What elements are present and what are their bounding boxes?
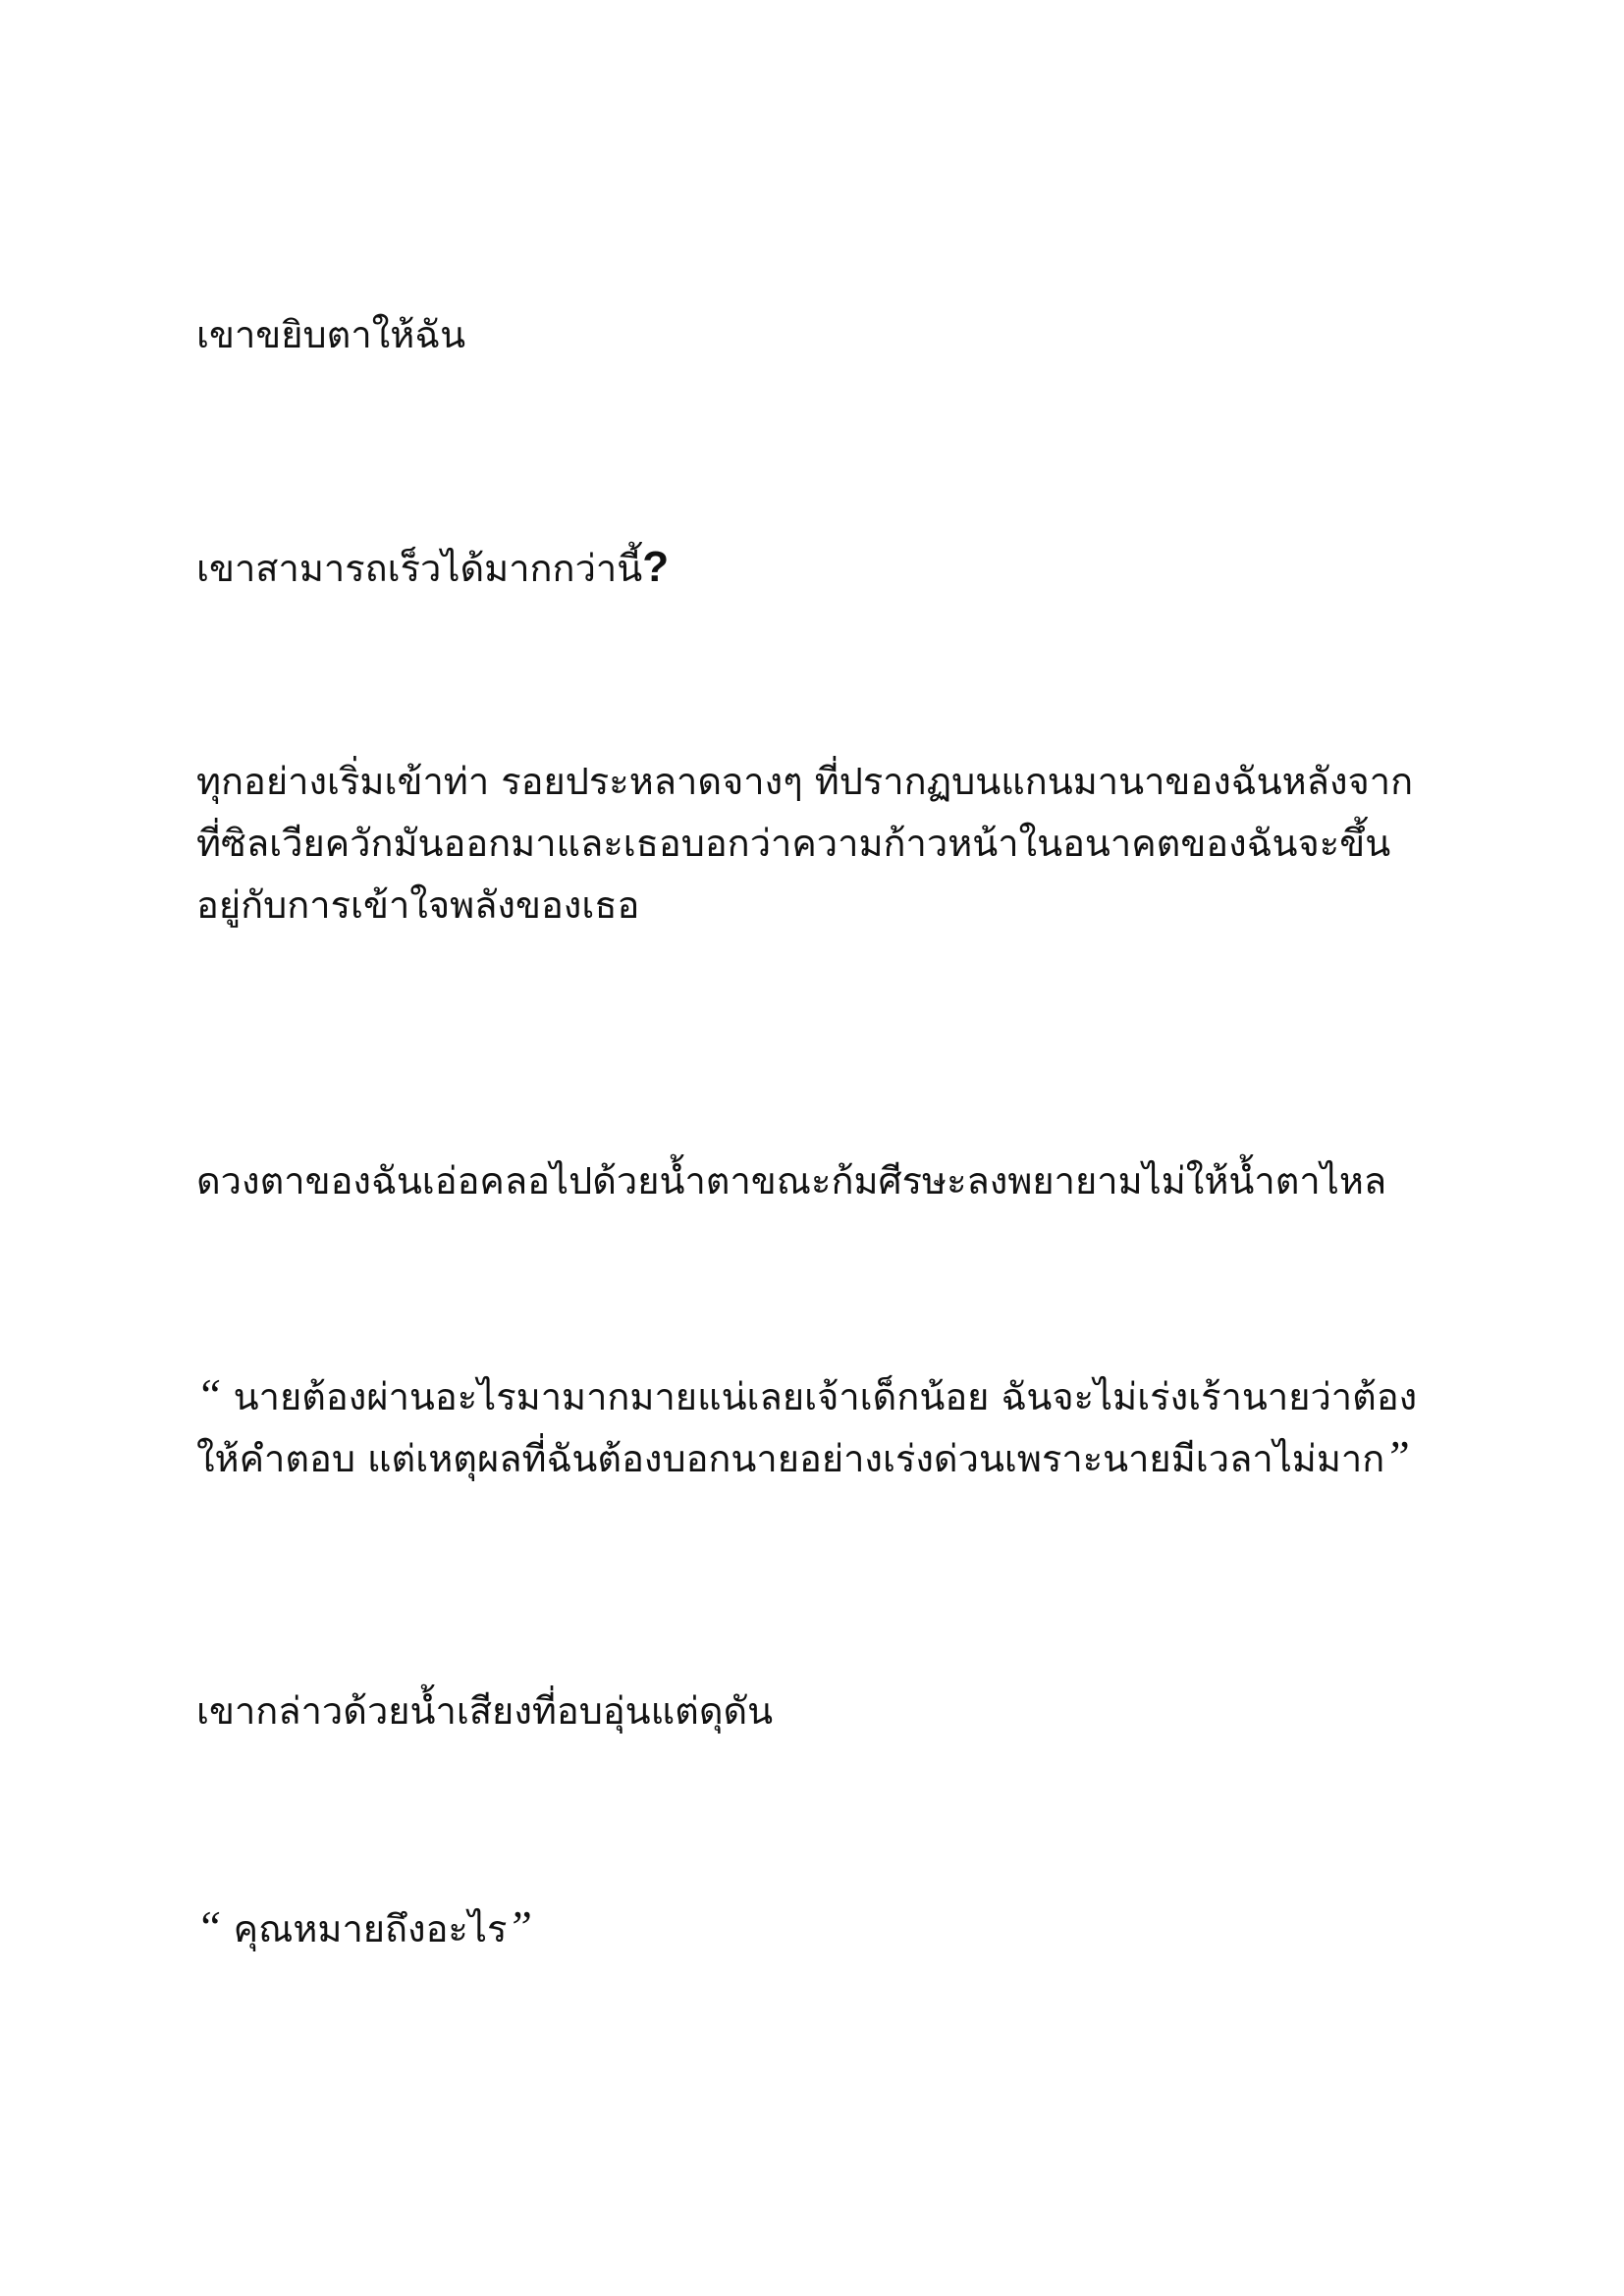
paragraph-tears (196, 1150, 1424, 1212)
dialogue-text: คุณหมายถึงอะไร (221, 1907, 508, 1950)
paragraph-text: ดวงตาของฉันเอ่อคลอไปด้วยน้ำตาขณะก้มศีรษะลงพยายามไม่ให้น้ำตาไหล (196, 1159, 1387, 1202)
dialogue-what-do-you-mean (196, 1898, 1424, 1960)
paragraph-wink (196, 304, 1424, 366)
close-quote: ” (1384, 1431, 1410, 1481)
dialogue-text: นายต้องผ่านอะไรมามากมายแน่เลยเจ้าเด็กน้อย ฉันจะไม่เร่งเร้านายว่าต้องให้คำตอบ แต่เหตุผลที่ฉันต้องบอกนายอย่างเร่งด่วนเพราะนายมีเวลาไม่มาก (196, 1375, 1418, 1480)
paragraph-text: เขาสามารถเร็วได้มากกว่านี้ (196, 547, 643, 590)
paragraph-text: ทุกอย่างเริ่มเข้าท่า รอยประหลาดจางๆ ที่ปรากฏบนแกนมานาของฉันหลังจากที่ซิลเวียควักมันออกมาและเธอบอกว่าความก้าวหน้าในอนาคตของฉันจะขึ้นอยู่กับการเข้าใจพลังของเธอ (196, 760, 1414, 927)
open-quote: “ (196, 1901, 222, 1951)
paragraph-question (196, 536, 1424, 600)
paragraph-voice (196, 1681, 1424, 1742)
paragraph-text: เขาขยิบตาให้ฉัน (196, 313, 466, 356)
open-quote: “ (196, 1369, 222, 1419)
question-mark: ? (642, 543, 670, 591)
dialogue-urgent (196, 1366, 1424, 1490)
close-quote: ” (507, 1901, 532, 1951)
paragraph-mana-core (196, 751, 1424, 936)
paragraph-text: เขากล่าวด้วยน้ำเสียงที่อบอุ่นแต่ดุดัน (196, 1689, 774, 1733)
